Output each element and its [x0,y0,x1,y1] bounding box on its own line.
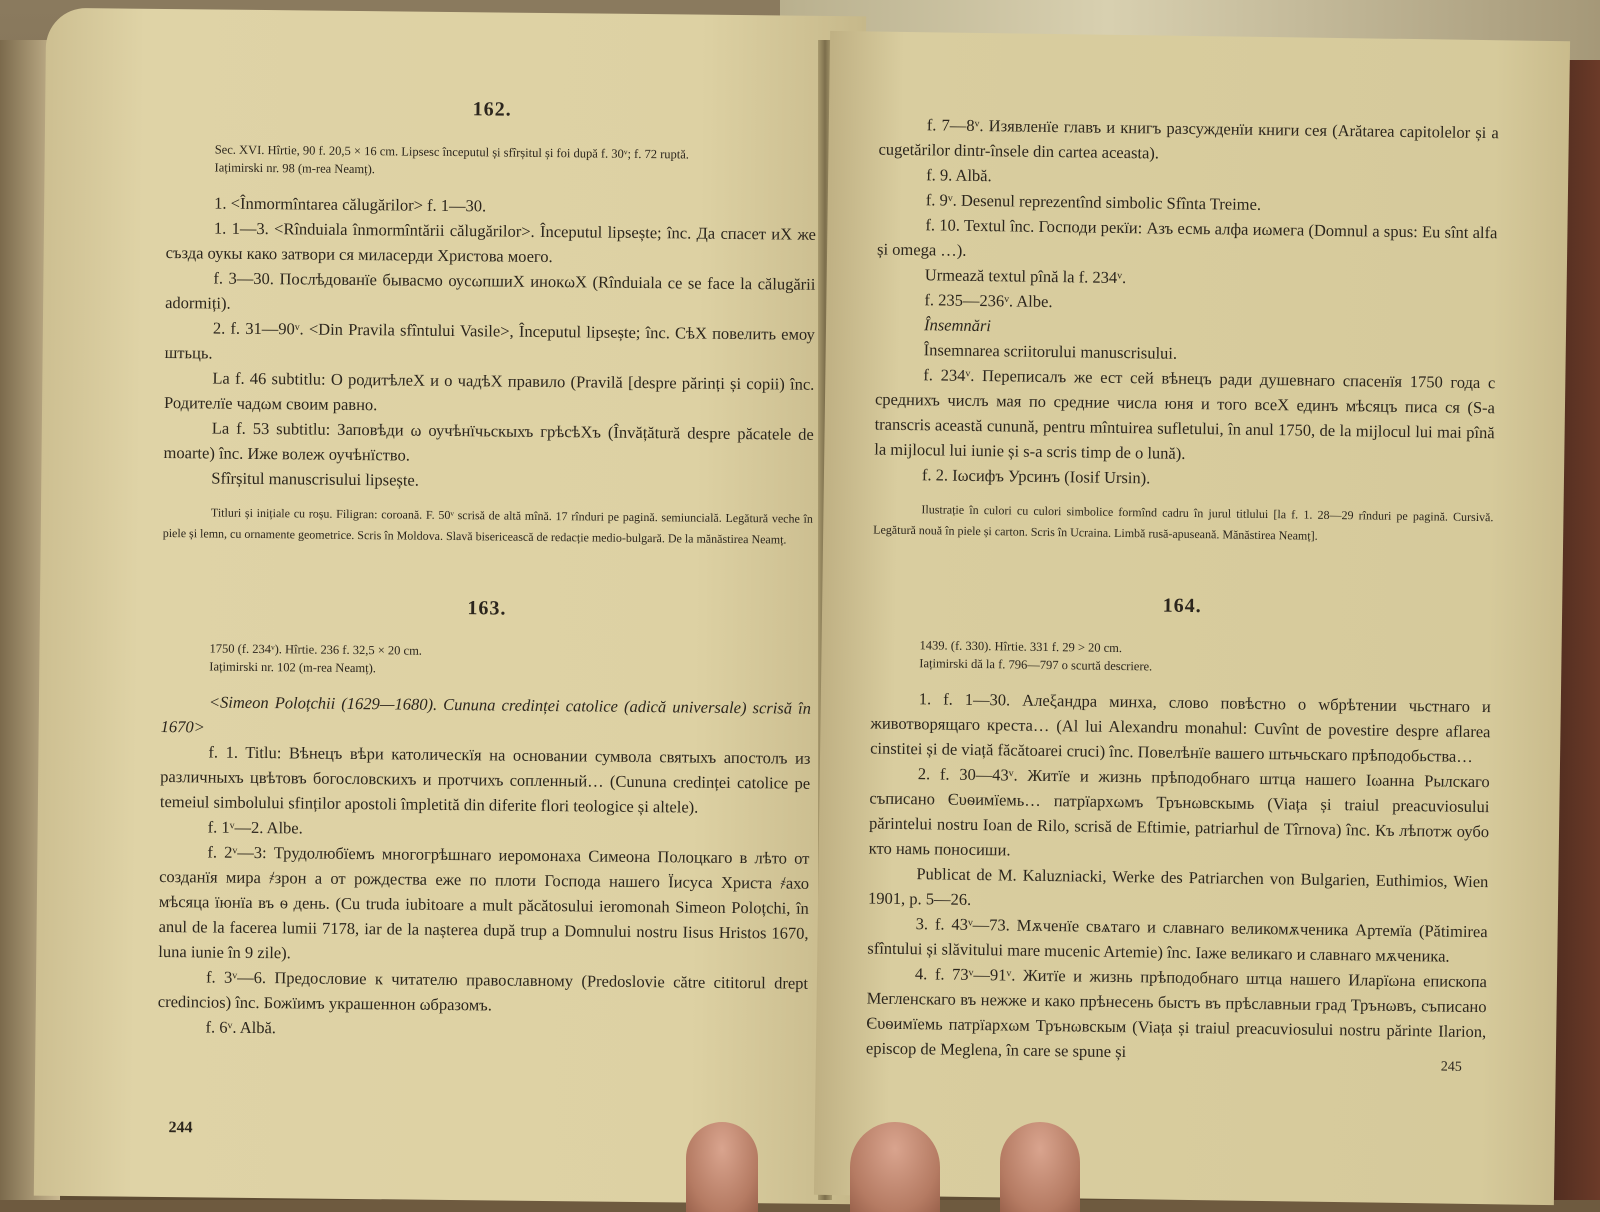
entry-164-line: Publicat de M. Kaluzniacki, Werke des Patriarchen von Bulgarien, Euthimios, Wien 1901, p. 5—26. [867,864,1489,909]
entry-164-line: 2. f. 30—43ᵛ. Житїе и жизнь прѣподобнаго штца нашего Іωанна Рылскаго съписано Єυѳимїемь… патрїархωмъ Трънωвскымь (Viața și traiul preacuviosului părintelui nostru Ioan de Rilo, scrisă de Eftimie, patriarhul de Tîrnova) înc. Къ лѣпотж оубо кто намь поносиши. [868,764,1490,860]
entry-164-line: 3. f. 43ᵛ—73. Мѫченїе свѧтаго и славнаго великомѫченика Артемїа (Pătimirea sfîntului și slăvitului mare mucenic Artemie) înc. Іаже великаго и славнаго мѫченика. [867,914,1488,966]
page-number-left: 244 [168,1119,193,1137]
entry-163-cont-line: f. 10. Textul înc. Господи рекїи: Азъ есмь алфа иωмега (Domnul a spus: Eu sînt alfa și omega …). [876,215,1498,260]
entry-164-line: 1. f. 1—30. Алеξандра минха, слово повѣстно о wбрѣтении чьстнаго и животворящаго креста… (Al lui Alexandru monahul: Cuvînt de povestire despre aflarea cinstitei și de viață făcătoarei cruci) înc. Повелѣнїе вашего штьчьскаго прѣподобьства… [870,689,1491,766]
entry-163-cont-line: f. 7—8ᵛ. Изявленїе главъ и книгъ разсужденїи книги сея (Arătarea capitolelor și a cugetărilor dintr-însele din cartea aceasta). [878,115,1499,163]
entry-162-line: Sfîrșitul manuscrisului lipsește. [211,468,420,490]
entry-163-line: <Simeon Poloțchii (1629—1680). Cununa credinței catolice (adică universale) scrisă în 1670> [160,692,812,737]
entry-162-line: La f. 53 subtitlu: Заповѣди ω оучѣнїчьскыхъ грѣсѣХъ (Învățătură despre păcatele de moarte) înc. Иже волеж оучѣнїство. [163,418,814,465]
entry-163-heading: 163. [467,597,507,620]
entry-162-line: 1. <Înmormîntarea călugărilor> f. 1—30. [214,193,487,216]
entry-163-cont-line: f. 9. Albă. [926,165,992,186]
entry-163-cont-heading: Însemnări [923,315,992,336]
entry-162-line: La f. 46 subtitlu: О родитѣлеХ и о чадѣХ правило (Pravilă [despre părinți și copii) înc. Родителїе чадωм своим равно. [164,368,815,415]
entry-163-cont-line: f. 234ᵛ. Переписалъ же ест сей вѣнецъ ради душевнаго спасенїя 1750 года с среднихъ числъ мая по средние числа юня и того всеХ единъ мѣсяцъ писа ся (S-a transcris această cunună, pentru mîntuirea sufletului, în anul 1750, de la mijlocul lui mai pînă la mijlocul lui iunie și s-a scris timp de o lună). [874,365,1496,463]
finger [1000,1122,1080,1212]
entry-162-line: 2. f. 31—90ᵛ. <Din Pravila sfîntului Vasile>, Începutul lipsește; înc. СѣХ повелить емоу штьць. [164,318,815,363]
entry-163-cont-line: f. 235—236ᵛ. Albe. [924,290,1053,312]
page-number-right: 245 [1440,1059,1462,1075]
entry-162-line: 1. 1—3. <Rînduiala înmormîntării călugărilor>. Începutul lipsește; înc. Да спасет иХ же създа оукы како затвори ся миласерди Христова моего. [165,218,817,267]
entry-163-line: f. 6ᵛ. Albă. [205,1017,277,1038]
entry-163-notes: Ilustrație în culori cu culori simbolice formînd cadru în jurul titlului [la f. 1. 28—29 rînduri pe pagină. Cursivă. Legătură nouă în piele și carton. Scris în Ucraina. Limbă rusă-apuseană. Mănăstirea Neamț]. [873,502,1494,543]
entry-163-cont-line: f. 9ᵛ. Desenul reprezentînd simbolic Sfînta Treime. [925,190,1262,214]
thumb [686,1122,758,1212]
entry-162-meta: Sec. XVI. Hîrtie, 90 f. 20,5 × 16 cm. Lipsesc începutul și sfîrșitul și foi după f. 30ᵛ; f. 72 ruptă. [214,142,690,162]
left-page-content [157,95,817,1046]
entry-163-cont-line: Însemnarea scriitorului manuscrisului. [923,340,1178,363]
finger [850,1122,940,1212]
entry-164-line: 4. f. 73ᵛ—91ᵛ. Житїе и жизнь прѣподобнаго штца нашего Иларїωна епископа Мегленскаго въ нежже и како прѣнесень быстъ въ прѣславныи град Трънωвъ, съписано Єυѳимїемь патрїархωм Трънωвскым (Viața și traiul preacuviosului nostru părinte Ilarion, episcop de Meglena, în care se spune și [865,964,1488,1062]
entry-164-source: Iațimirski dă la f. 796—797 o scurtă descriere. [919,656,1153,674]
entry-163-line: f. 2ᵛ—3: Трудолюбїемъ многогрѣшнаго иеромонаха Симеона Полоцкаго в лѣто от созданїя мира ҂зрон а от рождества еже по плоти Господа нашего Їисуса Христа ҂ахо мѣсяца їюнїа въ ѳ день. (Cu truda iubitoare a mult păcătosului ieromonah Simeon Poloțchi, în anul de la facerea lumii 7178, iar de la nașterea după trup a Domnului nostru Iisus Hristos 1670, luna iunie în 9 zile). [158,842,810,963]
entry-162-heading: 162. [472,98,512,121]
entry-163-source: Iațimirski nr. 102 (m-rea Neamț). [209,659,377,676]
left-page [34,8,866,1205]
entry-162-line: f. 3—30. Послѣдованїе бывасмо оусωпшиХ инокωХ (Rînduiala ce se face la călugării adormiți). [165,268,816,313]
right-page [814,31,1570,1205]
entry-164-heading: 164. [1162,594,1202,618]
entry-162-source: Iațimirski nr. 98 (m-rea Neamț). [214,160,376,177]
entry-163-line: f. 3ᵛ—6. Предословие к читателю православному (Predoslovie către cititorul drept credincios) înc. Божїимъ украшеннон ωбразомъ. [157,967,809,1015]
entry-162-notes: Titluri și inițiale cu roșu. Filigran: coroană. F. 50ᵛ scrisă de altă mînă. 17 rînduri pe pagină. semiuncială. Legătură veche în piele și lemn, cu ornamente geometrice. Scris în Moldova. Slavă bisericească de redacție medio-bulgară. De la mănăstirea Neamț. [162,505,814,547]
right-page-content [866,112,1499,1070]
entry-164-meta: 1439. (f. 330). Hîrtie. 331 f. 29 > 20 cm. [919,638,1123,656]
entry-163-cont-line: f. 2. Іωсифъ Урсинъ (Iosif Ursin). [921,465,1151,488]
entry-163-line: f. 1. Titlu: Вѣнецъ вѣри католическїя на основании сумвола святыхъ апостолъ из различныхъ цвѣтовъ богословскихъ и протчихъ сопленный… (Cununa credinței catolice pe temeiul simbolului sfinților apostoli împletită din diferite flori teologice și altele). [159,742,811,817]
entry-163-meta: 1750 (f. 234ᵛ). Hîrtie. 236 f. 32,5 × 20 cm. [209,641,423,658]
entry-163-cont-line: Urmează textul pînă la f. 234ᵛ. [924,265,1127,288]
entry-163-line: f. 1ᵛ—2. Albe. [207,817,303,838]
